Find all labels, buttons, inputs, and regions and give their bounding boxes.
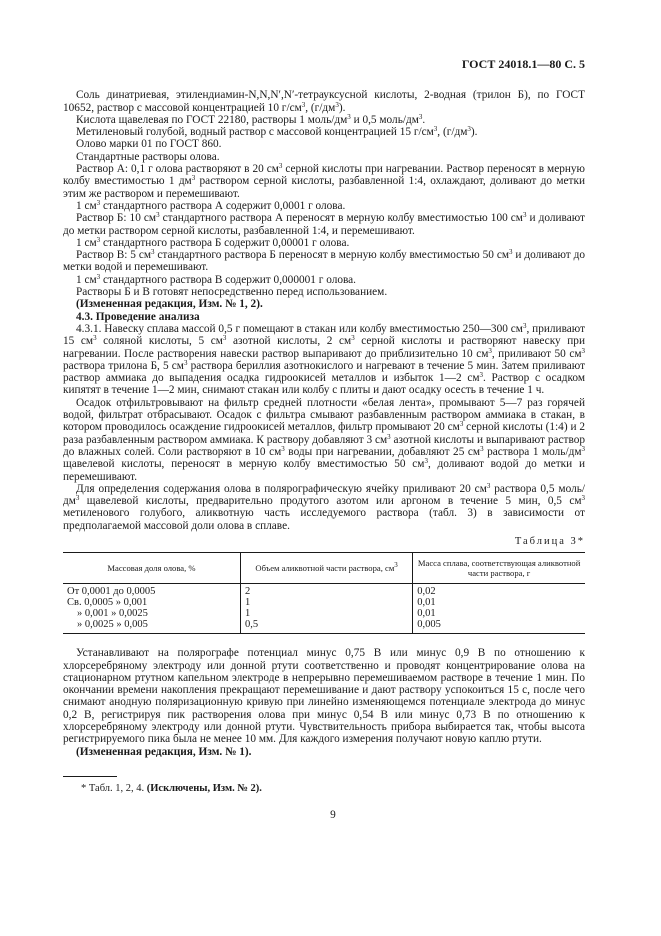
table-cell: 0,01 (413, 608, 585, 619)
footnote-bold: (Исключены, Изм. № 2). (146, 782, 262, 794)
table-cell: 0,01 (413, 597, 585, 608)
amendment-note: (Измененная редакция, Изм. № 1, 2). (76, 298, 263, 311)
reagent-oxalic-acid: Кислота щавелевая по ГОСТ 22180, растворы 1 моль/$дм^3$ и 0,5 моль/$дм^3$. (76, 112, 426, 126)
solution-v-content: 1 $см^3$ стандартного раствора В содержит 0,000001 г олова. (76, 272, 357, 286)
table-header-cell: Объем аликвотной части раствора, $см^3$ (240, 553, 412, 584)
table-row (63, 608, 585, 619)
amendment-note-2: (Измененная редакция, Изм. № 1). (76, 745, 252, 758)
procedure-paragraph: 4.3.1. Навеску сплава массой 0,5 г помещают в стакан или колбу вместимостью 250—300 $см^3$, приливают 15 $см^3$ соляной кислоты, 5 $см^3$ азотной кислоты, 2 $см^3$ серной кислоты и растворяют навеску при нагревании. После растворения навески раствор выпаривают до приблизительно 10 $см^3$, приливают 50 $см^3$ раствора трилона Б, 5 $см^3$ раствора бериллия азотнокислого и нагревают в течение 5 мин. Затем приливают раствор аммиака до выпадения осадка гидроокисей металлов и избыток 1—2 $см^3$. Раствор с осадком кипятят в течение 1—2 мин, снимают стакан или колбу с плиты и дают осадку осесть в течение 1 ч. (63, 321, 586, 397)
page-number: 9 (330, 809, 336, 822)
filtration-paragraph: Осадок отфильтровывают на фильтр средней плотности «белая лента», промывают 5—7 раз горячей водой, фильтрат отбрасывают. Осадок с фильтра смывают разбавленным раствором аммиака в стакан, в котором проводилось осаждение гидроокисей металлов, фильтр промывают 20 $см^3$ серной кислоты (1:4) и 2 раза разбавленным раствором аммиака. К раствору добавляют 3 $см^3$ азотной кислоты и выпаривают раствор до влажных солей. Соли растворяют в 10 $см^3$ воды при нагревании, добавляют 25 $см^3$ раствора 1 моль/$дм^3$ щавелевой кислоты, переносят в мерную колбу вместимостью 50 $см^3$, доливают водой до метки и перемешивают. (63, 396, 586, 483)
solutions-preparation-note: Растворы Б и В готовят непосредственно перед использованием. (76, 286, 388, 299)
aliquot-table (63, 552, 585, 634)
table-cell: От 0,0001 до 0,0005 (67, 586, 156, 598)
table-header-cell: Массовая доля олова, % (63, 553, 240, 584)
table-row (63, 619, 585, 634)
solution-v: Раствор В: 5 $см^3$ стандартного раствора Б переносят в мерную колбу вместимостью 50 $см^3$ и доливают до метки водой и перемешивают. (63, 248, 585, 274)
footnote-divider (63, 776, 117, 777)
section-heading: 4.3. Проведение анализа (76, 310, 200, 323)
table-cell: 2 (240, 584, 412, 598)
table-caption: Таблица 3* (514, 535, 585, 547)
page-header: ГОСТ 24018.1—80 С. 5 (461, 57, 585, 71)
solution-a-content: 1 $см^3$ стандартного раствора А содержит 0,0001 г олова. (76, 198, 346, 212)
solution-a: Раствор А: 0,1 г олова растворяют в 20 $см^3$ серной кислоты при нагревании. Раствор переносят в мерную колбу вместимостью 1 $дм^3$ раствором серной кислоты, разбавленной 1:4, охлаждают, доливают до метки этим же раствором и перемешивают. (63, 162, 585, 200)
table-cell: 0,02 (413, 584, 585, 598)
table-cell: Св. 0,0005 » 0,001 (67, 597, 148, 609)
reagent-trilon-b: Соль динатриевая, этилендиамин-N,N,N′,N′-тетрауксусной кислоты, 2-водная (трилон Б), по ГОСТ 10652, раствор с массовой концентрацией 10 $г/см^3$, $(г/дм^3)$. (63, 89, 585, 114)
footnote-text: * Табл. 1, 2, 4. (81, 782, 147, 794)
solution-b: Раствор Б: 10 $см^3$ стандартного раствора А переносят в мерную колбу вместимостью 100 $см^3$ и доливают до метки раствором серной кислоты, разбавленной 1:4, и перемешивают. (63, 211, 585, 237)
solution-b-content: 1 $см^3$ стандартного раствора Б содержит 0,00001 г олова. (76, 235, 350, 249)
table-row (63, 584, 585, 598)
reagent-tin: Олово марки 01 по ГОСТ 860. (76, 138, 222, 151)
document-page (63, 58, 585, 822)
footnote (63, 783, 585, 795)
table-cell: » 0,0025 » 0,005 (77, 619, 148, 631)
reagent-methylene-blue: Метиленовый голубой, водный раствор с массовой концентрацией 15 $г/см^3$, $(г/дм^3)$. (76, 125, 478, 139)
table-header-row (63, 553, 585, 584)
polarography-paragraph: Для определения содержания олова в полярографическую ячейку приливают 20 $см^3$ раствора 0,5 моль/$дм^3$ щавелевой кислоты, предварительно продутого азотом или аргоном в течение 5 мин, 0,5 $см^3$ метиленового голубого, аликвотную часть исследуемого раствора (табл. 3) в зависимости от предполагаемой массовой доли олова в сплаве. (63, 481, 585, 532)
table-cell: 1 (240, 608, 412, 619)
measurement-paragraph: Устанавливают на полярографе потенциал минус 0,75 В или минус 0,9 В по отношению к хлорсеребряному электроду или донной ртути соответственно и проводят концентрирование олова на стационарном ртутном капельном электроде в непрерывно перемешиваемом растворе в течение 1 мин. По окончании времени накопления прекращают перемешивание и дают раствору успокоиться 15 с, после чего снимают анодную поляризационную кривую при линейно изменяющемся потенциале электрода до минус 0,2 В, регистрируя пик растворения олова при минус 0,54 В или минус 0,73 В по отношению к хлорсеребряному электроду или донной ртути. Чувствительность прибора выбирается так, чтобы высота регистрируемого пика была не менее 10 мм. Для каждого измерения получают новую каплю ртути. (63, 647, 585, 746)
table-header-cell: Масса сплава, соответствующая аликвотной части раствора, г (413, 553, 585, 584)
table-cell: 0,005 (413, 619, 585, 634)
table-cell: 1 (240, 597, 412, 608)
standard-solutions-heading: Стандартные растворы олова. (76, 150, 220, 163)
table-row (63, 597, 585, 608)
table-cell: » 0,001 » 0,0025 (77, 608, 148, 620)
table-cell: 0,5 (240, 619, 412, 634)
